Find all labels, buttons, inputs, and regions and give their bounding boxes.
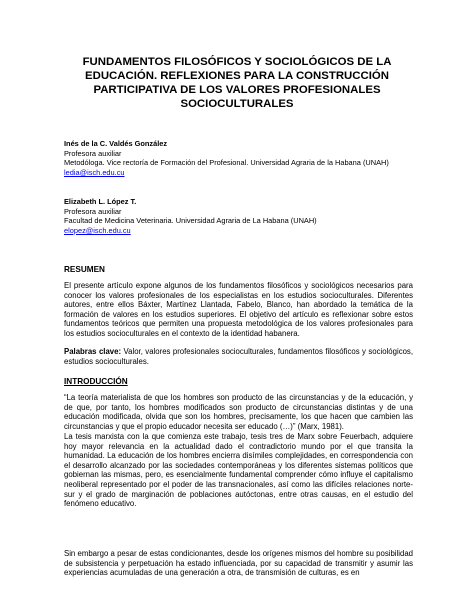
author-email-link[interactable]: ledia@isch.edu.cu — [64, 167, 125, 177]
introduccion-heading: INTRODUCCIÓN — [64, 377, 128, 386]
author-role: Profesora auxiliar — [64, 148, 122, 158]
paper-title: FUNDAMENTOS FILOSÓFICOS Y SOCIOLÓGICOS DE LA EDUCACIÓN. REFLEXIONES PARA LA CONSTRUCCIÓN PARTICIPATIVA DE LOS VALORES PROFESIONALES SOCIOCULTURALES — [82, 56, 392, 110]
author-block-1 — [64, 139, 389, 177]
author-name: Inés de la C. Valdés González — [64, 139, 168, 148]
author-email-link[interactable]: elopez@isch.edu.cu — [64, 225, 131, 235]
keywords-label: Palabras clave: — [64, 347, 122, 356]
resumen-heading: RESUMEN — [64, 265, 105, 274]
author-role: Profesora auxiliar — [64, 206, 122, 216]
keywords-paragraph — [64, 347, 413, 366]
author-block-2 — [64, 197, 317, 235]
resumen-text: El presente artículo expone algunos de los fundamentos filosóficos y sociológicos necesarios para conocer los valores profesionales de los especialistas en los estudios socioculturales. Diferentes autores, entre ellos Báxter, Martínez Llantada, Fabelo, Blanco, han abordado la temática de la formación de valores en los estudios superiores. El objetivo del artículo es reflexionar sobre estos fundamentos teóricos que permiten una propuesta metodológica de los valores profesionales para los estudios socioculturales en el contexto de la identidad habanera. — [64, 281, 413, 338]
keywords-text: Valor, valores profesionales socioculturales, fundamentos filosóficos y sociológicos, estudios socioculturales. — [64, 347, 413, 366]
intro-paragraph-1: “La teoría materialista de que los hombres son producto de las circunstancias y de la educación, y de que, por tanto, los hombres modificados son producto de circunstancias distintas y de una educación modificada, olvida que son los hombres, precisamente, los que hacen que cambien las circunstancias y que el propio educador necesita ser educado (…)” (Marx, 1981). — [64, 393, 413, 431]
intro-paragraph-2: La tesis marxista con la que comienza este trabajo, tesis tres de Marx sobre Feuerbach, adquiere hoy mayor relevancia en la actualidad dado el contradictorio mundo por el que transita la humanidad. La educación de los hombres encierra disímiles complejidades, en correspondencia con el desarrollo alcanzado por las sociedades contemporáneas y los diferentes sistemas políticos que gobiernan las mismas, pero, es esencialmente fundamental comprender cómo influye el capitalismo neoliberal representado por el poder de las transnacionales, así como las difíciles relaciones norte-sur y el grado de marginación de poblaciones autóctonas, entre otras causas, en el estudio del fenómeno educativo. — [64, 432, 413, 509]
author-name: Elizabeth L. López T. — [64, 197, 137, 206]
author-affiliation: Facultad de Medicina Veterinaria. Universidad Agraria de La Habana (UNAH) — [64, 216, 317, 226]
intro-paragraph-3: Sin embargo a pesar de estas condicionantes, desde los orígenes mismos del hombre su posibilidad de subsistencia y perpetuación ha estado influenciada, por su capacidad de transmitir y asumir las experiencias acumuladas de una generación a otra, de transmisión de culturas, es en — [64, 549, 413, 578]
author-affiliation: Metodóloga. Vice rectoría de Formación del Profesional. Universidad Agraria de la Habana (UNAH) — [64, 158, 389, 168]
